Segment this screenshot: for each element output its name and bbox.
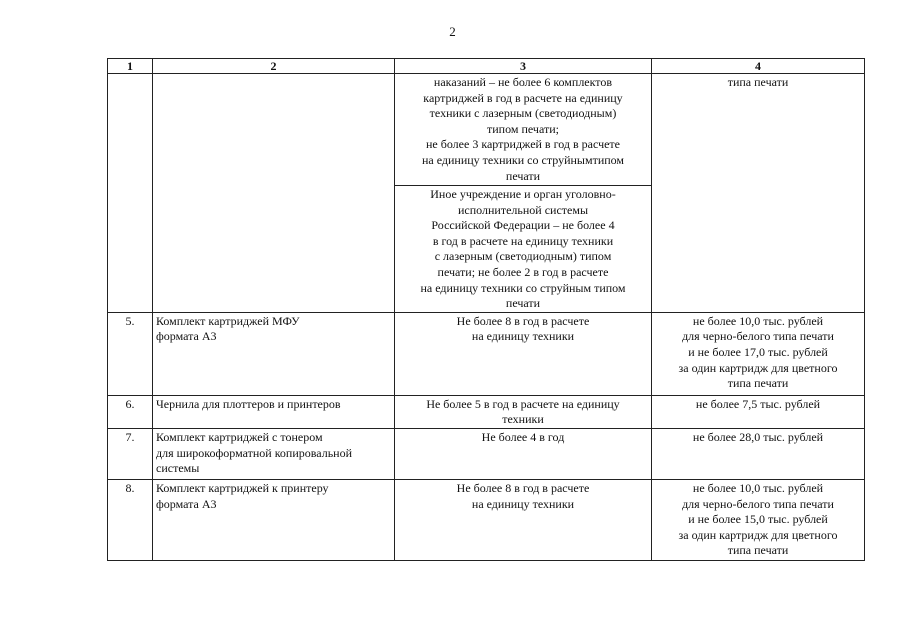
cont-num-cell — [108, 74, 153, 313]
item-name-cell — [153, 395, 395, 428]
cont-qty-line: на единицу техники со струйнымтипом — [421, 152, 625, 167]
quantity-cell — [395, 395, 652, 428]
header-row — [108, 59, 865, 74]
quantity-line: Не более 4 в год — [481, 429, 565, 444]
cont-qty-line: картриджей в год в расчете на единицу — [423, 90, 623, 105]
cont-qty-cell-2 — [395, 186, 652, 313]
price-line: типа печати — [727, 376, 789, 391]
cont-price-cell — [652, 74, 865, 313]
price-line: для черно-белого типа печати — [682, 496, 834, 511]
item-name-line: для широкоформатной копировальной — [156, 445, 353, 460]
cont-qty-line: на единицу техники со струйным типом — [420, 280, 626, 295]
price-line: за один картридж для цветного — [678, 360, 838, 375]
price-line: и не более 15,0 тыс. рублей — [688, 512, 828, 527]
quantity-line: техники — [502, 412, 544, 427]
cont-qty-line: с лазерным (светодиодным) типом — [434, 249, 612, 264]
quantity-line: на единицу техники — [471, 329, 575, 344]
header-col-2: 2 — [153, 59, 395, 74]
price-line: не более 10,0 тыс. рублей — [692, 313, 824, 328]
cont-qty-line: техники с лазерным (светодиодным) — [429, 106, 617, 121]
table-row — [108, 428, 865, 479]
item-name-line: системы — [156, 461, 200, 476]
price-line: для черно-белого типа печати — [682, 329, 834, 344]
quantity-cell — [395, 428, 652, 479]
quantity-line: Не более 8 в год в расчете — [456, 480, 590, 495]
item-name-line: Чернила для плоттеров и принтеров — [156, 396, 341, 411]
item-name-line: формата А3 — [156, 329, 217, 344]
cont-qty-line: в год в расчете на единицу техники — [432, 233, 614, 248]
price-cell — [652, 428, 865, 479]
page-number: 2 — [449, 24, 456, 39]
price-cell — [652, 479, 865, 560]
quantity-line: Не более 5 в год в расчете на единицу — [426, 396, 620, 411]
cont-qty-line: Иное учреждение и орган уголовно- — [430, 187, 616, 201]
row-number: 7. — [108, 428, 153, 479]
cont-qty-line: типом печати; — [487, 121, 559, 136]
item-name-line: формата А3 — [156, 496, 217, 511]
table-row-continuation-a — [108, 74, 865, 186]
item-name-line: Комплект картриджей с тонером — [156, 429, 323, 444]
item-name-cell — [153, 312, 395, 395]
table-row — [108, 395, 865, 428]
cont-qty-line: не более 3 картриджей в год в расчете — [425, 137, 620, 152]
quantity-cell — [395, 312, 652, 395]
header-col-3: 3 — [395, 59, 652, 74]
table-row — [108, 312, 865, 395]
cont-qty-line: печати; не более 2 в год в расчете — [437, 264, 609, 279]
item-name-line: Комплект картриджей МФУ — [156, 313, 300, 328]
cartridge-norms-table — [107, 58, 865, 561]
table-row — [108, 479, 865, 560]
item-name-line: Комплект картриджей к принтеру — [156, 480, 329, 495]
header-col-4: 4 — [652, 59, 865, 74]
cont-name-cell — [153, 74, 395, 313]
cont-price-line: типа печати — [727, 75, 789, 89]
price-line: за один картридж для цветного — [678, 527, 838, 542]
header-col-1: 1 — [108, 59, 153, 74]
cont-qty-line: печати — [505, 296, 541, 311]
price-line: типа печати — [727, 543, 789, 558]
item-name-cell — [153, 479, 395, 560]
cont-qty-line: печати — [505, 168, 541, 183]
row-number: 5. — [108, 312, 153, 395]
item-name-cell — [153, 428, 395, 479]
quantity-line: Не более 8 в год в расчете — [456, 313, 590, 328]
quantity-cell — [395, 479, 652, 560]
cont-qty-line: наказаний – не более 6 комплектов — [433, 75, 613, 89]
row-number: 8. — [108, 479, 153, 560]
price-line: не более 10,0 тыс. рублей — [692, 480, 824, 495]
cont-qty-line: Российской Федерации – не более 4 — [431, 218, 615, 233]
price-cell — [652, 312, 865, 395]
row-number: 6. — [108, 395, 153, 428]
price-cell — [652, 395, 865, 428]
price-line: не более 7,5 тыс. рублей — [695, 396, 821, 411]
price-line: и не более 17,0 тыс. рублей — [688, 344, 828, 359]
cont-qty-cell-1 — [395, 74, 652, 186]
price-line: не более 28,0 тыс. рублей — [692, 429, 824, 444]
quantity-line: на единицу техники — [471, 496, 575, 511]
cont-qty-line: исполнительной системы — [457, 202, 589, 217]
